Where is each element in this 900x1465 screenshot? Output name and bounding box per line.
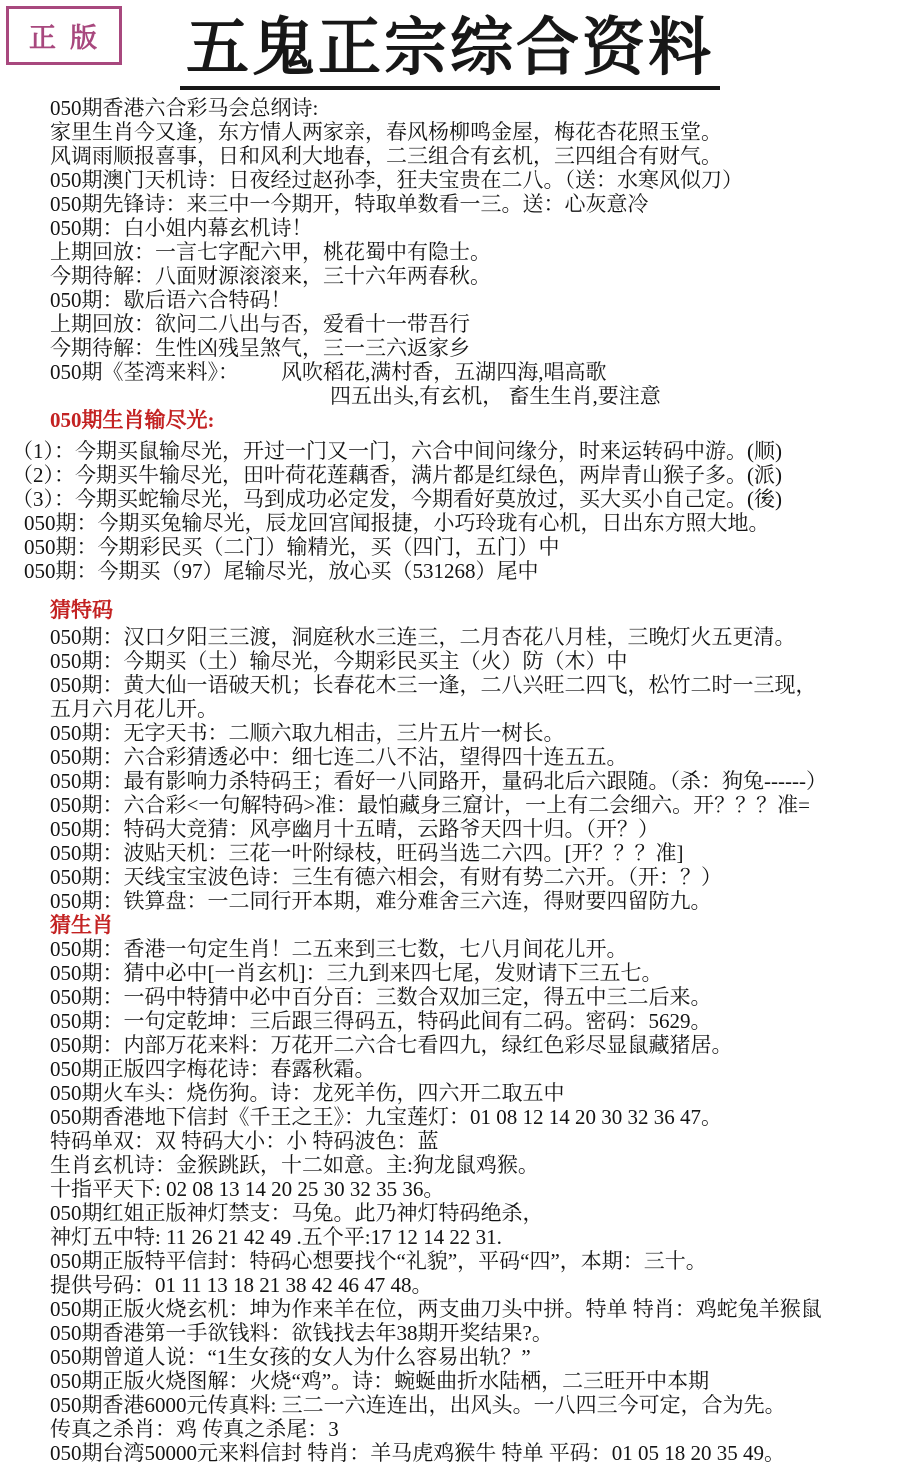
text-line: 050期曾道人说：“1生女孩的女人为什么容易出轨？” [50, 1345, 531, 1369]
text-line: 050期红姐正版神灯禁支：马兔。此乃神灯特码绝杀， [50, 1201, 544, 1225]
text-line: 猜生肖 [50, 913, 113, 937]
text-line: 风调雨顺报喜事，日和风利大地春，二三组合有玄机，三四组合有财气。 [50, 144, 722, 168]
text-line: 提供号码：01 11 13 18 21 38 42 46 47 48。 [50, 1273, 433, 1297]
text-line: 050期香港6000元传真料: 三二一六连连出，出风头。一八四三今可定，合为先。 [50, 1393, 786, 1417]
text-line: 050期台湾50000元来料信封 特肖：羊马虎鸡猴牛 特单 平码：01 05 18 20 35 49。 [50, 1441, 785, 1465]
text-line: 050期正版火烧玄机：坤为作来羊在位，两支曲刀头中拼。特单 特肖：鸡蛇兔羊猴鼠 [50, 1297, 822, 1321]
text-line: 特码单双：双 特码大小：小 特码波色：蓝 [50, 1129, 439, 1153]
text-line: 050期正版特平信封：特码心想要找个“礼貌”，平码“四”，本期：三十。 [50, 1249, 707, 1273]
page-title: 五鬼正宗综合资料 [180, 14, 720, 90]
text-line: 十指平天下: 02 08 13 14 20 25 30 32 35 36。 [50, 1177, 445, 1201]
text-line: 四五出头,有玄机， 畜生生肖,要注意 [330, 384, 661, 408]
text-line: 050期：内部万花来料：万花开二六合七看四九，绿红色彩尽显鼠藏猪居。 [50, 1033, 733, 1057]
text-line: 050期：波贴天机：三花一叶附绿枝，旺码当选二六四。[开？？？准] [50, 841, 684, 865]
text-line: 050期：白小姐内幕玄机诗！ [50, 216, 313, 240]
text-line: 050期：无字天书：二顺六取九相击，三片五片一树长。 [50, 721, 565, 745]
text-line: 神灯五中特: 11 26 21 42 49 .五个平:17 12 14 22 31. [50, 1225, 502, 1249]
text-line: 050期：最有影响力杀特码王；看好一八同路开，量码北后六跟随。（杀：狗兔------） [50, 769, 827, 793]
text-line: 今期待解：生性凶残呈煞气，三一三六返家乡 [50, 336, 470, 360]
text-line: 050期：一句定乾坤：三后跟三得码五，特码此间有二码。密码：5629。 [50, 1009, 712, 1033]
text-line: 050期香港第一手欲钱料：欲钱找去年38期开奖结果?。 [50, 1321, 553, 1345]
authentic-badge: 正版 [6, 6, 122, 65]
text-line: 猜特码 [50, 598, 113, 622]
text-line: 050期火车头：烧伤狗。诗：龙死羊伤，四六开二取五中 [50, 1081, 565, 1105]
text-line: 050期：今期彩民买（二门）输精光，买（四门，五门）中 [24, 535, 560, 559]
text-line: 050期：一码中特猜中必中百分百：三数合双加三定，得五中三二后来。 [50, 985, 712, 1009]
text-line: 050期：铁算盘：一二同行开本期，难分难舍三六连，得财要四留防九。 [50, 889, 712, 913]
text-line: （3）：今期买蛇输尽光，马到成功必定发，今期看好莫放过，买大买小自己定。(後) [12, 487, 782, 511]
text-line: 050期：歇后语六合特码！ [50, 288, 292, 312]
text-lines [0, 96, 900, 1465]
text-line: 今期待解：八面财源滚滚来，三十六年两春秋。 [50, 264, 491, 288]
text-line: 050期：黄大仙一语破天机；长春花木三一逢，二八兴旺二四飞，松竹二时一三现， [50, 673, 817, 697]
text-line: （1）：今期买鼠输尽光，开过一门又一门，六合中间问缘分，时来运转码中游。(顺) [12, 439, 782, 463]
text-line: 050期生肖输尽光: [50, 408, 215, 432]
text-line: 050期先锋诗：来三中一今期开，特取单数看一三。送：心灰意冷 [50, 192, 649, 216]
text-line: 050期：今期买（土）输尽光，今期彩民买主（火）防（木）中 [50, 649, 628, 673]
text-line: 050期香港地下信封《千王之王》：九宝莲灯：01 08 12 14 20 30 32 36 47。 [50, 1105, 722, 1129]
text-line: 050期《荃湾来料》： 风吹稻花,满村香，五湖四海,唱高歌 [50, 360, 607, 384]
text-line: 050期正版四字梅花诗：春露秋霜。 [50, 1057, 376, 1081]
text-line: 上期回放：欲问二八出与否，爱看十一带吾行 [50, 312, 470, 336]
text-line: 上期回放：一言七字配六甲，桃花蜀中有隐士。 [50, 240, 491, 264]
text-line: 050期：汉口夕阳三三渡，洞庭秋水三连三，二月杏花八月桂，三晚灯火五更清。 [50, 625, 796, 649]
text-line: 050期：特码大竞猜：风亭幽月十五晴，云路爷天四十归。（开？） [50, 817, 659, 841]
text-line: 050期：六合彩<一句解特码>准：最怕藏身三窟计，一上有二会细六。开？？？准= [50, 793, 811, 817]
page-title-wrap [0, 14, 900, 90]
text-line: 050期：今期买（97）尾输尽光，放心买（531268）尾中 [24, 559, 539, 583]
text-line: 050期香港六合彩马会总纲诗: [50, 96, 319, 120]
text-line: 生肖玄机诗：金猴跳跃，十二如意。主:狗龙鼠鸡猴。 [50, 1153, 539, 1177]
text-line: 家里生肖今又逢，东方情人两家亲，春风杨柳鸣金屋，梅花杏花照玉堂。 [50, 120, 722, 144]
text-line: 050期澳门天机诗：日夜经过赵孙李，狂夫宝贵在二八。（送：水寒风似刀） [50, 168, 743, 192]
text-line: （2）：今期买牛输尽光，田叶荷花莲藕香，满片都是红绿色，两岸青山猴子多。(派) [12, 463, 782, 487]
text-line: 050期：今期买兔输尽光，辰龙回宫闻报捷，小巧玲珑有心机，日出东方照大地。 [24, 511, 770, 535]
text-line: 050期：香港一句定生肖！二五来到三七数，七八月间花儿开。 [50, 937, 628, 961]
text-line: 050期：六合彩猜透必中：细七连二八不沾，望得四十连五五。 [50, 745, 628, 769]
text-line: 050期：天线宝宝波色诗：三生有德六相会，有财有势二六开。（开：？） [50, 865, 722, 889]
text-line: 五月六月花儿开。 [50, 697, 218, 721]
text-line: 050期：猜中必中[一肖玄机]：三九到来四七尾，发财请下三五七。 [50, 961, 663, 985]
text-line: 050期正版火烧图解：火烧“鸡”。诗：蜿蜒曲折水陆栖，二三旺开中本期 [50, 1369, 710, 1393]
text-line: 传真之杀肖：鸡 传真之杀尾：3 [50, 1417, 339, 1441]
